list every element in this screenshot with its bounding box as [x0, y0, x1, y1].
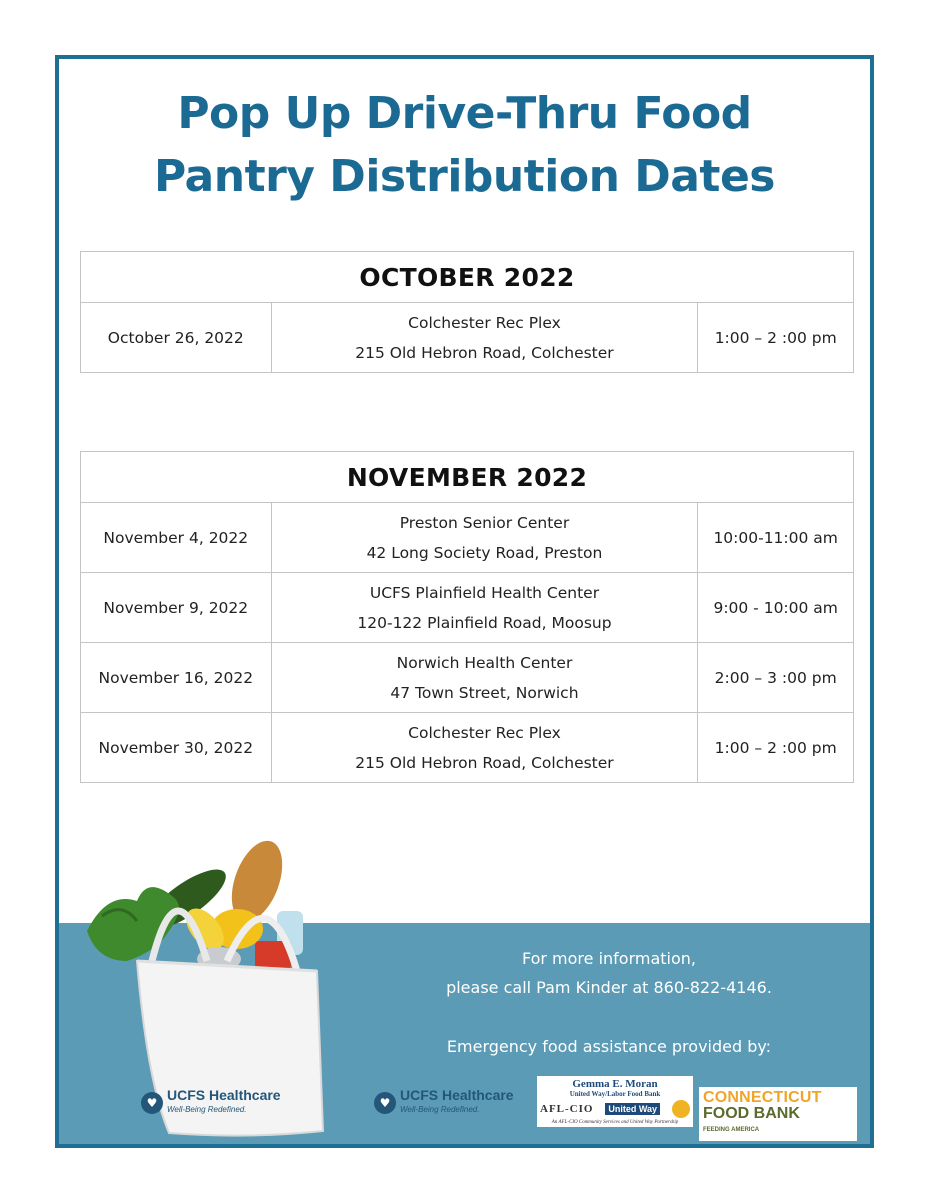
footer-info [389, 944, 829, 1061]
cfb-line-2: FOOD BANK [703, 1105, 800, 1122]
row-address: 120-122 Plainfield Road, Moosup [357, 613, 612, 632]
ucfs-logo-footer [374, 1089, 514, 1116]
row-time: 1:00 – 2 :00 pm [698, 303, 854, 373]
moran-sub: United Way/Labor Food Bank [569, 1090, 661, 1098]
united-way-label: United Way [605, 1103, 660, 1115]
table-row [81, 503, 854, 573]
row-location [271, 643, 698, 713]
november-schedule-table [80, 451, 854, 783]
row-address: 47 Town Street, Norwich [390, 683, 579, 702]
heart-icon: ♥ [374, 1092, 396, 1114]
row-location [271, 573, 698, 643]
row-address: 215 Old Hebron Road, Colchester [355, 753, 614, 772]
row-address: 42 Long Society Road, Preston [366, 543, 603, 562]
table-row [81, 303, 854, 373]
title-line-2: Pantry Distribution Dates [153, 151, 775, 202]
row-date: October 26, 2022 [81, 303, 272, 373]
row-location [271, 303, 698, 373]
ucfs-logo-bag [141, 1089, 281, 1116]
moran-name: Gemma E. Moran [572, 1078, 658, 1090]
table-row [81, 573, 854, 643]
connecticut-food-bank-logo [699, 1087, 857, 1141]
flyer-title [59, 82, 870, 208]
ucfs-name: UCFS Healthcare [400, 1087, 514, 1103]
row-time: 1:00 – 2 :00 pm [698, 713, 854, 783]
row-location [271, 503, 698, 573]
row-time: 10:00-11:00 am [698, 503, 854, 573]
row-date: November 16, 2022 [81, 643, 272, 713]
row-date: November 4, 2022 [81, 503, 272, 573]
table-row [81, 643, 854, 713]
united-way-icon [672, 1100, 690, 1118]
november-heading: NOVEMBER 2022 [81, 452, 854, 503]
row-time: 2:00 – 3 :00 pm [698, 643, 854, 713]
row-venue: Preston Senior Center [399, 513, 570, 532]
row-venue: Colchester Rec Plex [408, 313, 561, 332]
ucfs-tagline: Well-Being Redefined. [400, 1105, 480, 1114]
row-venue: Norwich Health Center [396, 653, 573, 672]
ucfs-tagline: Well-Being Redefined. [167, 1105, 247, 1114]
flyer-frame [55, 55, 874, 1148]
heart-icon: ♥ [141, 1092, 163, 1114]
info-line-1: For more information, [521, 949, 697, 968]
october-schedule-table [80, 251, 854, 373]
info-line-2: please call Pam Kinder at 860-822-4146. [446, 978, 772, 997]
afl-cio-label: AFL-CIO [540, 1103, 594, 1115]
row-venue: Colchester Rec Plex [408, 723, 561, 742]
cfb-line-3: FEEDING AMERICA [703, 1127, 760, 1133]
october-heading: OCTOBER 2022 [81, 252, 854, 303]
row-location [271, 713, 698, 783]
row-venue: UCFS Plainfield Health Center [369, 583, 600, 602]
row-time: 9:00 - 10:00 am [698, 573, 854, 643]
assistance-line: Emergency food assistance provided by: [446, 1037, 772, 1056]
title-line-1: Pop Up Drive-Thru Food [177, 88, 752, 139]
row-date: November 30, 2022 [81, 713, 272, 783]
cfb-line-1: CONNECTICUT [703, 1089, 822, 1106]
table-row [81, 713, 854, 783]
moran-note: An AFL-CIO Community Services and United Way Partnership [551, 1120, 679, 1125]
ucfs-name: UCFS Healthcare [167, 1087, 281, 1103]
row-date: November 9, 2022 [81, 573, 272, 643]
moran-food-bank-logo [537, 1076, 693, 1127]
row-address: 215 Old Hebron Road, Colchester [355, 343, 614, 362]
